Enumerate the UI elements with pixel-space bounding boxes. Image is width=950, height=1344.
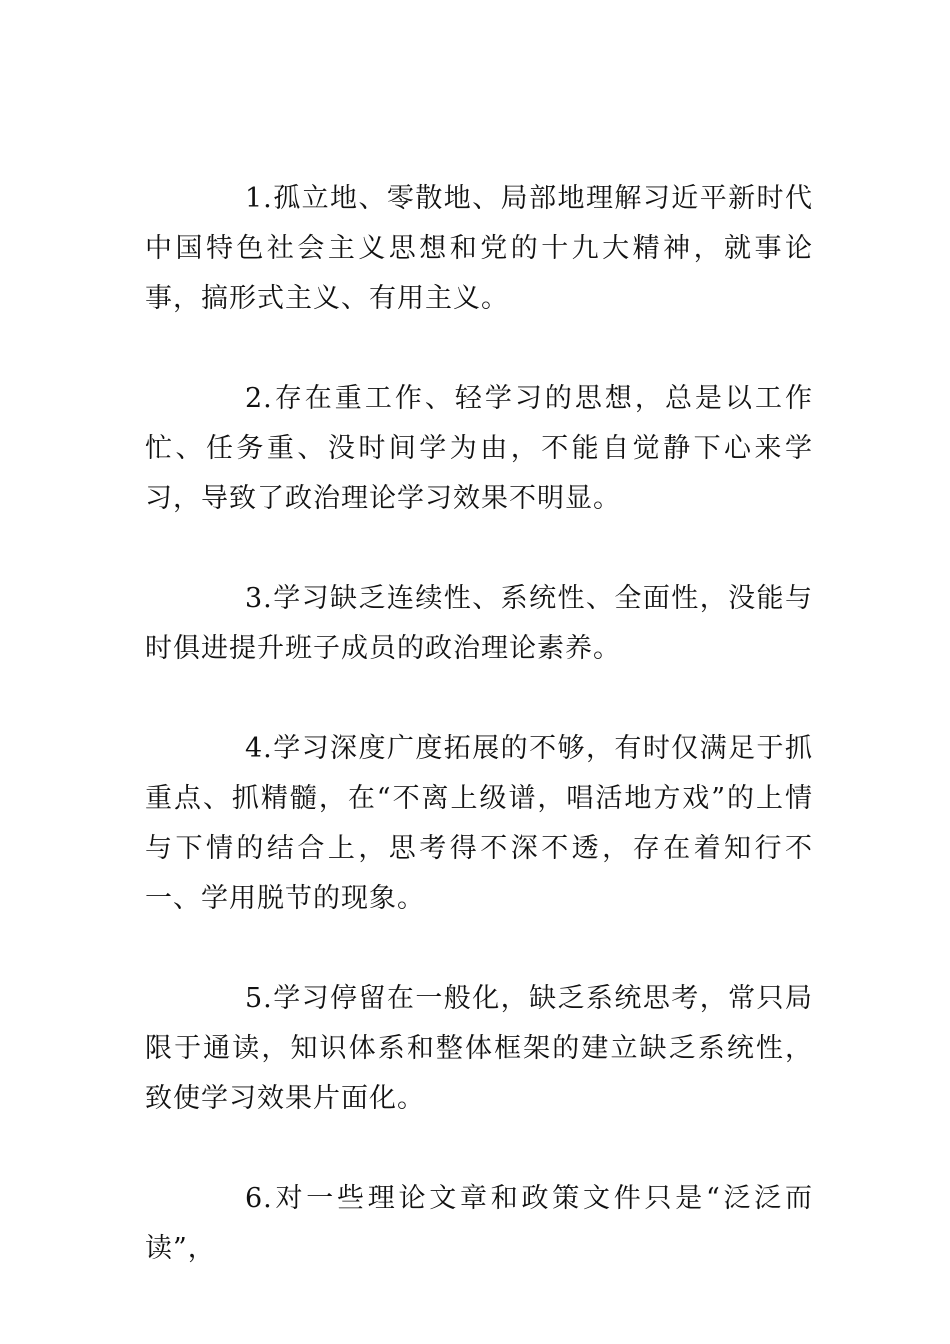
paragraph-item-2: 2.存在重工作、轻学习的思想，总是以工作忙、任务重、没时间学为由，不能自觉静下心来学习，导致了政治理论学习效果不明显。 [145, 383, 813, 514]
paragraph-item-5: 5.学习停留在一般化，缺乏系统思考，常只局限于通读，知识体系和整体框架的建立缺乏系统性，致使学习效果片面化。 [145, 983, 813, 1114]
paragraph-item-3: 3.学习缺乏连续性、系统性、全面性，没能与时俱进提升班子成员的政治理论素养。 [145, 583, 813, 664]
paragraph-item-4: 4.学习深度广度拓展的不够，有时仅满足于抓重点、抓精髓，在“不离上级谱，唱活地方戏”的上情与下情的结合上，思考得不深不透，存在着知行不一、学用脱节的现象。 [145, 733, 813, 914]
paragraph-item-6: 6.对一些理论文章和政策文件只是“泛泛而读”， [145, 1183, 813, 1264]
paragraph-item-1: 1.孤立地、零散地、局部地理解习近平新时代中国特色社会主义思想和党的十九大精神，就事论事，搞形式主义、有用主义。 [145, 183, 813, 314]
